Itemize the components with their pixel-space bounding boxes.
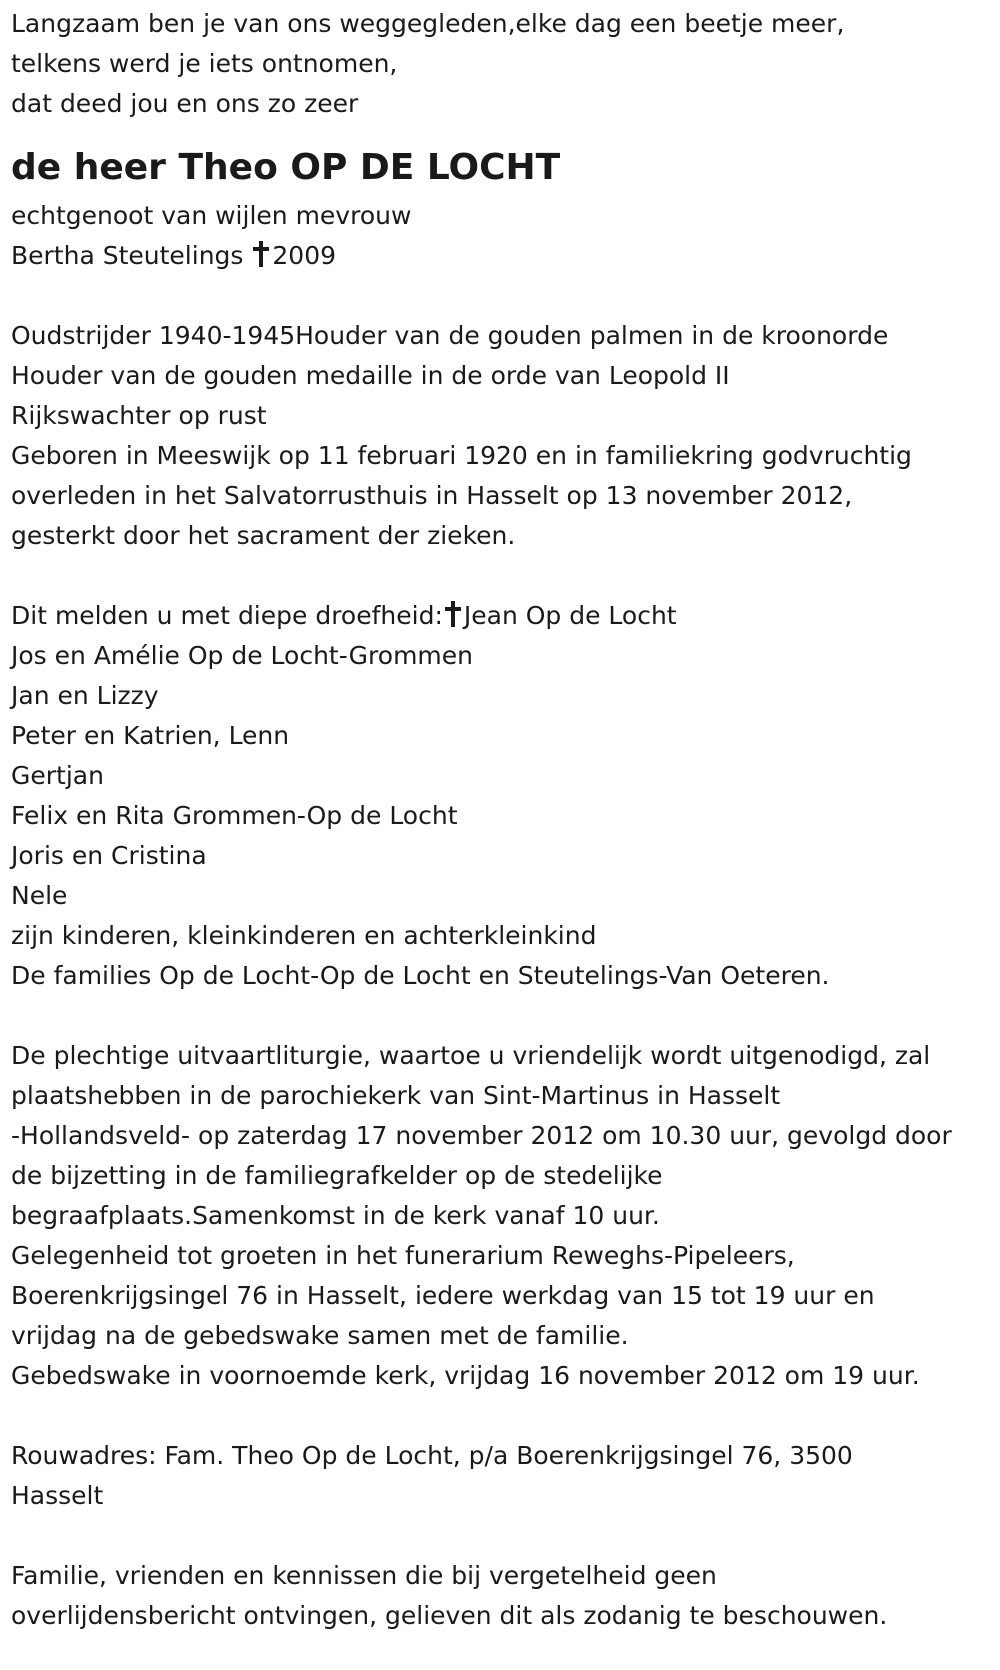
poem-line: Langzaam ben je van ons weggegleden,elke dag een beetje meer, [11,9,845,38]
spouse-name: Bertha Steutelings [11,241,244,270]
funeral-info [11,1036,1000,1396]
funeral-line: Boerenkrijgsingel 76 in Hasselt, iedere werkdag van 15 tot 19 uur en [11,1281,875,1310]
poem-line: telkens werd je iets ontnomen, [11,49,398,78]
poem [11,4,1000,124]
biography-line: Rijkswachter op rust [11,401,267,430]
family-line: Joris en Cristina [11,841,207,870]
poem-line: dat deed jou en ons zo zeer [11,89,359,118]
family-line: Gertjan [11,761,104,790]
funeral-line: begraafplaats.Samenkomst in de kerk vanaf 10 uur. [11,1201,660,1230]
spouse-name-line [11,236,1000,276]
announcement-intro-line [11,596,1000,636]
spouse-info [11,196,1000,276]
funeral-line: Gelegenheid tot groeten in het funerarium Reweghs-Pipeleers, [11,1241,795,1270]
biography-line: Oudstrijder 1940-1945Houder van de gouden palmen in de kroonorde [11,321,889,350]
funeral-line: plaatshebben in de parochiekerk van Sint-Martinus in Hasselt [11,1081,781,1110]
biography [11,316,1000,556]
family-line: Nele [11,881,68,910]
family-line: Jos en Amélie Op de Locht-Grommen [11,641,473,670]
funeral-line: Gebedswake in voornoemde kerk, vrijdag 16 november 2012 om 19 uur. [11,1361,920,1390]
announcement-intro: Dit melden u met diepe droefheid: [11,601,443,630]
deceased-name: de heer Theo OP DE LOCHT [11,147,561,188]
family-line: De families Op de Locht-Op de Locht en Steutelings-Van Oeteren. [11,961,830,990]
address-line: Hasselt [11,1481,104,1510]
closing-note [11,1556,1000,1636]
biography-line: gesterkt door het sacrament der zieken. [11,521,516,550]
cross-icon [253,241,269,267]
spouse-year: 2009 [272,241,337,270]
funeral-line: vrijdag na de gebedswake samen met de familie. [11,1321,629,1350]
announcement [11,596,1000,996]
closing-line: Familie, vrienden en kennissen die bij vergetelheid geen [11,1561,717,1590]
announcement-first-name: Jean Op de Locht [463,601,677,630]
cross-icon [445,601,461,627]
closing-line: overlijdensbericht ontvingen, gelieven dit als zodanig te beschouwen. [11,1601,888,1630]
biography-line: Houder van de gouden medaille in de orde van Leopold II [11,361,730,390]
family-line: Felix en Rita Grommen-Op de Locht [11,801,458,830]
family-line: Peter en Katrien, Lenn [11,721,290,750]
family-line: zijn kinderen, kleinkinderen en achterkleinkind [11,921,597,950]
mourning-address [11,1436,1000,1516]
family-line: Jan en Lizzy [11,681,159,710]
spouse-line: echtgenoot van wijlen mevrouw [11,201,412,230]
address-line: Rouwadres: Fam. Theo Op de Locht, p/a Boerenkrijgsingel 76, 3500 [11,1441,853,1470]
funeral-line: de bijzetting in de familiegrafkelder op de stedelijke [11,1161,663,1190]
biography-line: Geboren in Meeswijk op 11 februari 1920 en in familiekring godvruchtig [11,441,912,470]
funeral-line: -Hollandsveld- op zaterdag 17 november 2012 om 10.30 uur, gevolgd door [11,1121,952,1150]
funeral-line: De plechtige uitvaartliturgie, waartoe u vriendelijk wordt uitgenodigd, zal [11,1041,931,1070]
biography-line: overleden in het Salvatorrusthuis in Hasselt op 13 november 2012, [11,481,853,510]
